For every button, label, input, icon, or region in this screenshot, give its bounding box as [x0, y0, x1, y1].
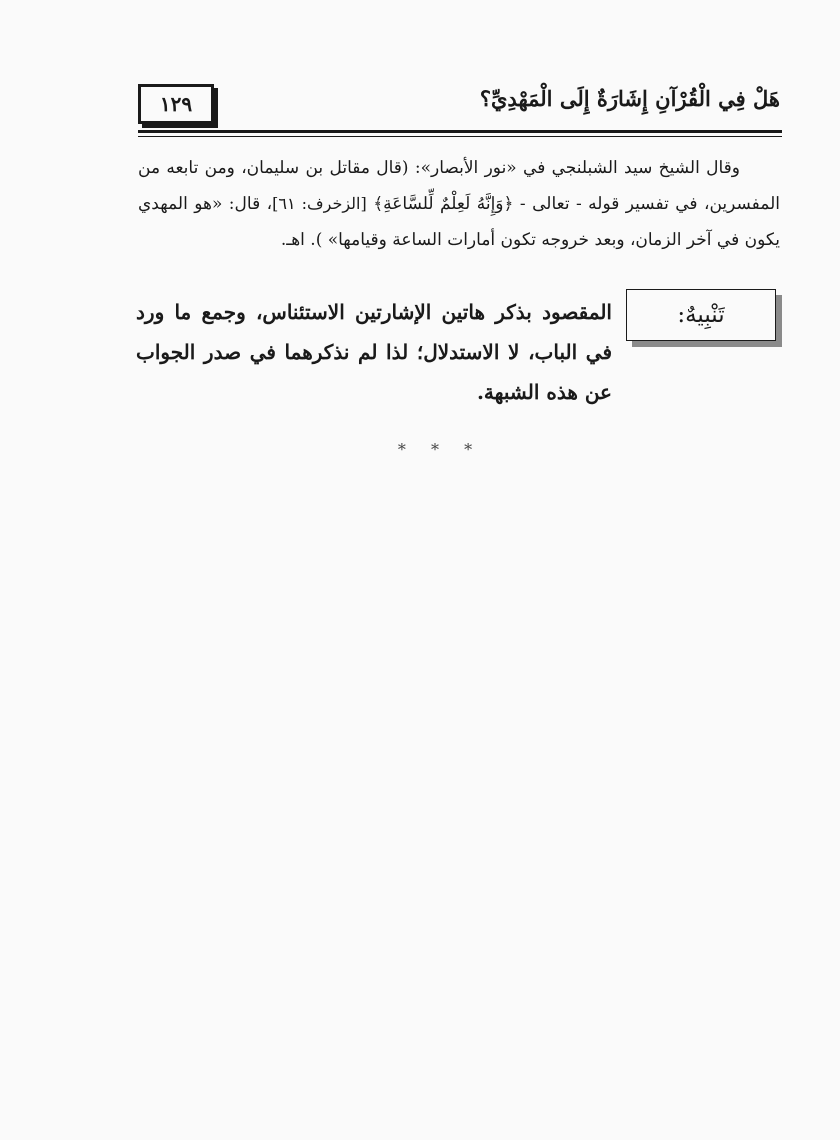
- section-separator: * * *: [397, 440, 483, 459]
- quran-reference: [الزخرف: ٦١]: [272, 194, 367, 213]
- running-title: هَلْ فِي الْقُرْآنِ إِشَارَةٌ إِلَى الْمَهْدِيِّ؟: [479, 86, 780, 111]
- quran-verse: ﴿وَإِنَّهُ لَعِلْمٌ لِّلسَّاعَةِ﴾: [373, 194, 514, 214]
- header-rule-thick: [138, 130, 782, 133]
- note-label: [626, 289, 776, 341]
- note-text: المقصود بذكر هاتين الإشارتين الاستئناس، وجمع ما ورد في الباب، لا الاستدلال؛ لذا لم نذكرهما في صدر الجواب عن هذه الشبهة.: [136, 300, 612, 404]
- paragraph-text-end: ، قال: «هو المهدي يكون في آخر الزمان، وبعد خروجه تكون أمارات الساعة وقيامها» ). اهـ.: [138, 194, 780, 250]
- page-header: [138, 84, 780, 134]
- body-paragraph: [138, 150, 780, 258]
- paragraph-text: وقال الشيخ سيد الشبلنجي في «نور الأبصار»: (قال مقاتل بن سليمان، ومن تابعه من المفسرين، في تفسير قوله - تعالى -: [138, 158, 780, 214]
- page-number: ١٢٩: [138, 84, 214, 124]
- note-label-text: تَنْبِيهٌ:: [677, 302, 725, 328]
- header-rule-thin: [138, 136, 782, 137]
